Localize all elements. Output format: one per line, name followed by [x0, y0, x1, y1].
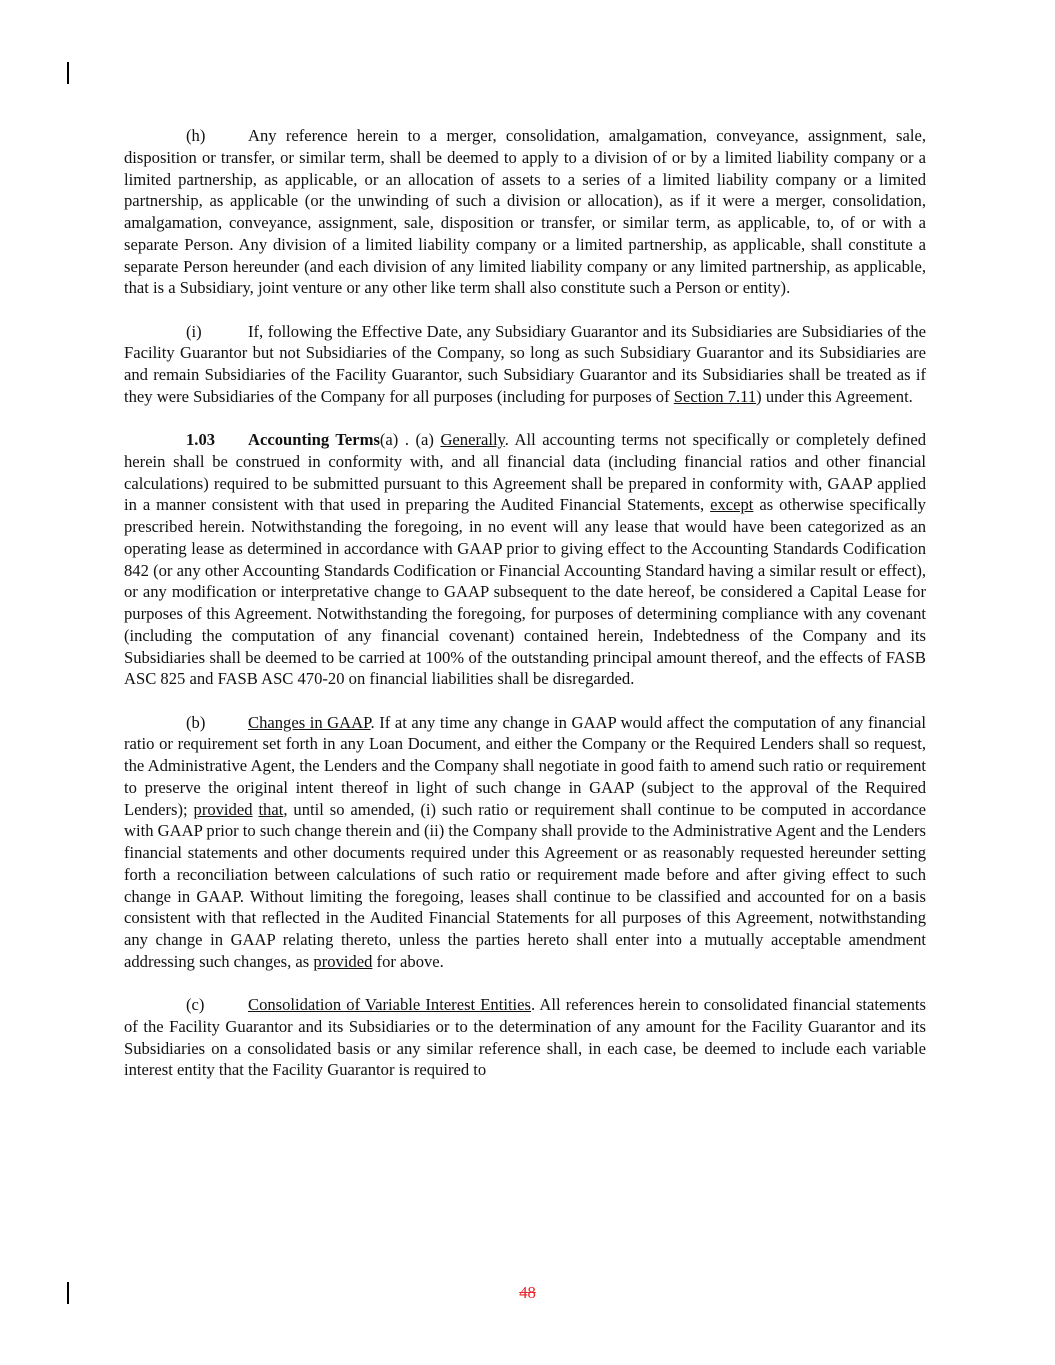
- paragraph-text: for above.: [372, 951, 444, 971]
- sub-heading-consolidation: Consolidation of Variable Interest Entities: [248, 995, 531, 1014]
- term-that: that: [258, 799, 284, 819]
- section-title-suffix: (a) . (a): [379, 430, 441, 449]
- paragraph-text: . If at any time any change in GAAP would affect the computation of any financial ratio or requirement set forth in any Loan Document, and either the Company or the Required Lenders shall so request, the Administrative Agent, the Lenders and the Company shall negotiate in good faith to amend such ratio or requirement to preserve the original intent thereof in light of such change in GAAP (subject to the approval of the Required Lenders);: [124, 712, 926, 819]
- paragraph-text: as otherwise specifically prescribed herein. Notwithstanding the foregoing, in no event will any lease that would have been categorized as an operating lease as determined in accordance with GAAP prior to giving effect to the Accounting Standards Codification 842 (or any other Accounting Standards Codification or Financial Accounting Standard having a similar result or effect), or any modification or interpretative change to GAAP subsequent to the date hereof, be considered a Capital Lease for purposes of this Agreement. Notwithstanding the foregoing, for purposes of determining compliance with any covenant (including the computation of any financial covenant) contained herein, Indebtedness of the Company and its Subsidiaries shall be deemed to be carried at 100% of the outstanding principal amount thereof, and the effects of FASB ASC 825 and FASB ASC 470-20 on financial liabilities shall be disregarded.: [124, 495, 926, 689]
- term-except: except: [710, 495, 754, 515]
- paragraph-label: (i): [186, 321, 202, 341]
- paragraph-text: , until so amended, (i) such ratio or requirement shall continue to be computed in accordance with GAAP prior to such change therein and (ii) the Company shall provide to the Administrative Agent and the Lenders financial statements and other documents required under this Agreement or as reasonably requested hereunder setting forth a reconciliation between calculations of such ratio or requirement made before and after giving effect to such change in GAAP. Without limiting the foregoing, leases shall continue to be classified and accounted for on a basis consistent with that reflected in the Audited Financial Statements for all purposes of this Agreement, notwithstanding any change in GAAP relating thereto, unless the parties hereto shall enter into a mutually acceptable amendment addressing such changes, as: [124, 799, 926, 971]
- paragraph-text: If, following the Effective Date, any Subsidiary Guarantor and its Subsidiaries are Subsidiaries of the Facility Guarantor but not Subsidiaries of the Company, so long as such Subsidiary Guarantor and its Subsidiaries are and remain Subsidiaries of the Facility Guarantor, such Subsidiary Guarantor and its Subsidiaries shall be treated as if they were Subsidiaries of the Company for all purposes (including for purposes of: [124, 321, 926, 406]
- section-title: Accounting Terms: [248, 430, 380, 449]
- paragraph-c: [124, 994, 926, 1081]
- section-1-03: [124, 429, 926, 690]
- paragraph-text: . All references herein to consolidated financial statements of the Facility Guarantor and its Subsidiaries or to the determination of any amount for the Facility Guarantor and its Subsidiaries on a consolidated basis or any similar reference shall, in each case, be deemed to include each variable interest entity that the Facility Guarantor is required to: [124, 995, 926, 1080]
- sub-heading-changes-in-gaap: Changes in GAAP: [248, 712, 371, 732]
- paragraph-label: (b): [186, 712, 206, 732]
- paragraph-text: ) under this Agreement.: [756, 386, 913, 406]
- section-number: 1.03: [186, 430, 216, 449]
- section-reference-link[interactable]: Section 7.11: [673, 386, 757, 406]
- paragraph-b: [124, 712, 926, 973]
- term-provided: provided: [193, 799, 253, 819]
- document-body: [124, 125, 926, 1081]
- page-number: 48: [519, 1283, 536, 1302]
- paragraph-text: . All accounting terms not specifically or completely defined herein shall be construed in conformity with, and all financial data (including financial ratios and other financial calculations) required to be submitted pursuant to this Agreement shall be prepared in conformity with, GAAP applied in a manner consistent with that used in preparing the Audited Financial Statements,: [124, 430, 926, 515]
- paragraph-label: (c): [186, 995, 205, 1014]
- margin-change-bar-top: [67, 62, 69, 84]
- paragraph-text: Any reference herein to a merger, consolidation, amalgamation, conveyance, assignment, sale, disposition or transfer, or similar term, shall be deemed to apply to a division of or by a limited liability company or a limited partnership, as applicable, or an allocation of assets to a series of a limited liability company or a limited partnership, as applicable (or the unwinding of such a division or allocation), as if it were a merger, consolidation, amalgamation, conveyance, assignment, sale, disposition or transfer, or similar term, as applicable, to, of or with a separate Person. Any division of a limited liability company or a limited partnership, as applicable, shall constitute a separate Person hereunder (and each division of any limited liability company or any limited partnership, as applicable, that is a Subsidiary, joint venture or any other like term shall also constitute such a Person or entity).: [124, 126, 926, 298]
- paragraph-h: [124, 125, 926, 299]
- sub-heading-generally: Generally: [440, 430, 505, 449]
- paragraph-label: (h): [186, 126, 206, 145]
- term-provided: provided: [313, 951, 373, 971]
- paragraph-i: [124, 321, 926, 408]
